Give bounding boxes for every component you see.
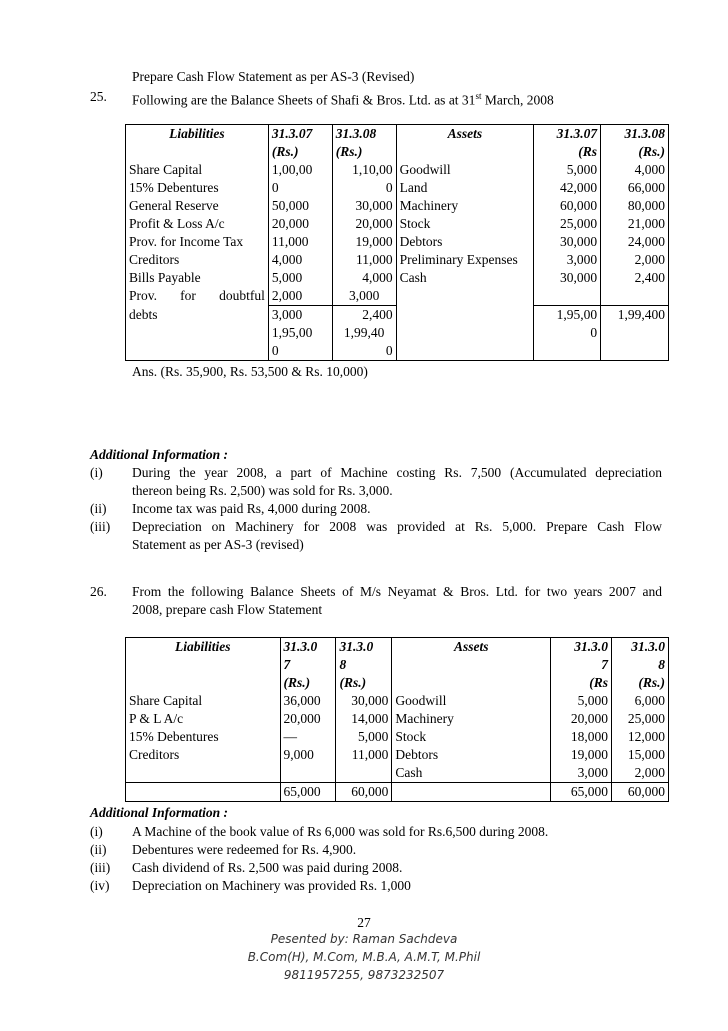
table-cell: Stock xyxy=(392,728,551,746)
item-text: A Machine of the book value of Rs 6,000 was sold for Rs.6,500 during 2008. xyxy=(132,824,549,839)
table-cell: 21,000 xyxy=(601,215,669,233)
table-cell: 1,99,400 xyxy=(601,306,669,325)
table-cell xyxy=(396,306,534,325)
table-cell: 1,95,00 xyxy=(268,324,332,342)
year-header: 31.3.07 (Rs xyxy=(534,125,601,162)
table-cell: 4,000 xyxy=(268,251,332,269)
table-row xyxy=(126,287,669,306)
table-cell: 19,000 xyxy=(332,233,396,251)
item-number: (iv) xyxy=(90,878,110,893)
table-header-row xyxy=(126,125,669,162)
table-cell xyxy=(126,783,281,802)
item-text: During the year 2008, a part of Machine costing Rs. 7,500 (Accumulated depreciation xyxy=(132,465,662,480)
table-cell: Cash xyxy=(392,764,551,783)
table-cell: Goodwill xyxy=(392,692,551,710)
table-cell xyxy=(601,342,669,361)
balance-sheet-table-26 xyxy=(125,637,669,802)
table-cell: Prov. for doubtful xyxy=(126,287,269,306)
table-cell: Goodwill xyxy=(396,161,534,179)
table-cell: 11,000 xyxy=(268,233,332,251)
table-cell: 3,000 xyxy=(268,306,332,325)
item-text: Cash dividend of Rs. 2,500 was paid during 2008. xyxy=(132,860,403,875)
table-cell: 1,95,00 xyxy=(534,306,601,325)
question-26-text-line1: From the following Balance Sheets of M/s Neyamat & Bros. Ltd. for two years 2007 and xyxy=(132,584,662,599)
table-cell: 5,000 xyxy=(268,269,332,287)
table-cell: 65,000 xyxy=(551,783,612,802)
item-number: (ii) xyxy=(90,501,107,516)
table-cell xyxy=(601,287,669,306)
footer-line2: B.Com(H), M.Com, M.B.A, A.M.T, M.Phil xyxy=(247,950,481,964)
table-cell: 3,000 xyxy=(332,287,396,306)
year-header: 31.3.08 (Rs.) xyxy=(332,125,396,162)
table-cell: 25,000 xyxy=(534,215,601,233)
table-cell: 65,000 xyxy=(280,783,336,802)
table-cell: 2,400 xyxy=(332,306,396,325)
table-cell: 11,000 xyxy=(332,251,396,269)
table-cell xyxy=(280,764,336,783)
table-cell: 60,000 xyxy=(336,783,392,802)
table-cell xyxy=(601,324,669,342)
table-cell xyxy=(126,324,269,342)
assets-header: Assets xyxy=(392,638,551,693)
table-cell: 15% Debentures xyxy=(126,728,281,746)
table-cell: 25,000 xyxy=(612,710,669,728)
table-row xyxy=(126,161,669,179)
table-cell: 20,000 xyxy=(268,215,332,233)
table-header-row xyxy=(126,638,669,693)
table-cell: 3,000 xyxy=(551,764,612,783)
table-cell: 30,000 xyxy=(534,233,601,251)
table-row xyxy=(126,197,669,215)
footer-line3: 9811957255, 9873232507 xyxy=(283,968,445,982)
question-26-number: 26. xyxy=(90,584,107,599)
table-cell: 0 xyxy=(332,179,396,197)
answer-25: Ans. (Rs. 35,900, Rs. 53,500 & Rs. 10,000) xyxy=(132,364,368,379)
table-cell: 18,000 xyxy=(551,728,612,746)
table-cell: Land xyxy=(396,179,534,197)
table-cell: 36,000 xyxy=(280,692,336,710)
table-row xyxy=(126,233,669,251)
table-cell: 30,000 xyxy=(332,197,396,215)
table-row xyxy=(126,342,669,361)
table-cell: 6,000 xyxy=(612,692,669,710)
item-text: Depreciation on Machinery for 2008 was provided at Rs. 5,000. Prepare Cash Flow xyxy=(132,519,662,534)
question-26-text-line2: 2008, prepare cash Flow Statement xyxy=(132,602,323,617)
table-cell: General Reserve xyxy=(126,197,269,215)
item-number: (iii) xyxy=(90,519,111,534)
table-cell: 15% Debentures xyxy=(126,179,269,197)
table-cell: 5,000 xyxy=(551,692,612,710)
table-cell: 4,000 xyxy=(332,269,396,287)
table-cell xyxy=(392,783,551,802)
table-cell: 2,000 xyxy=(612,764,669,783)
table-cell: 14,000 xyxy=(336,710,392,728)
year-header: 31.3.07 (Rs.) xyxy=(268,125,332,162)
table-cell: 15,000 xyxy=(612,746,669,764)
table-cell xyxy=(396,324,534,342)
additional-info-title: Additional Information : xyxy=(90,805,229,820)
table-cell xyxy=(534,342,601,361)
table-cell: P & L A/c xyxy=(126,710,281,728)
item-text: Income tax was paid Rs, 4,000 during 2008. xyxy=(132,501,371,516)
table-row xyxy=(126,692,669,710)
table-cell: 80,000 xyxy=(601,197,669,215)
year-header: 31.3.0 8 (Rs.) xyxy=(612,638,669,693)
table-row xyxy=(126,215,669,233)
table-row xyxy=(126,764,669,783)
table-cell: 0 xyxy=(268,179,332,197)
table-cell: 60,000 xyxy=(534,197,601,215)
table-cell xyxy=(534,287,601,306)
table-row xyxy=(126,728,669,746)
table-cell: 20,000 xyxy=(332,215,396,233)
assets-header: Assets xyxy=(396,125,534,162)
item-number: (ii) xyxy=(90,842,107,857)
table-cell: 0 xyxy=(268,342,332,361)
item-text: thereon being Rs. 2,500) was sold for Rs. 3,000. xyxy=(132,483,393,498)
liabilities-header: Liabilities xyxy=(126,638,281,693)
year-header: 31.3.0 8 (Rs.) xyxy=(336,638,392,693)
table-cell: 20,000 xyxy=(551,710,612,728)
intro-text: Prepare Cash Flow Statement as per AS-3 (Revised) xyxy=(132,69,415,84)
table-cell: Share Capital xyxy=(126,692,281,710)
item-text: Statement as per AS-3 (revised) xyxy=(132,537,304,552)
table-cell: Bills Payable xyxy=(126,269,269,287)
table-cell: 60,000 xyxy=(612,783,669,802)
item-text: Depreciation on Machinery was provided Rs. 1,000 xyxy=(132,878,411,893)
balance-sheet-table-25 xyxy=(125,124,669,361)
table-cell: 3,000 xyxy=(534,251,601,269)
table-cell: Share Capital xyxy=(126,161,269,179)
page-number: 27 xyxy=(357,915,371,930)
table-row xyxy=(126,746,669,764)
table-cell: Debtors xyxy=(396,233,534,251)
table-cell: Profit & Loss A/c xyxy=(126,215,269,233)
table-cell: 1,10,00 xyxy=(332,161,396,179)
table-cell: 2,400 xyxy=(601,269,669,287)
question-25-text: Following are the Balance Sheets of Shafi & Bros. Ltd. as at 31st March, 2008 xyxy=(132,91,554,108)
table-cell: 5,000 xyxy=(534,161,601,179)
table-cell xyxy=(396,287,534,306)
table-cell xyxy=(336,764,392,783)
table-cell: 24,000 xyxy=(601,233,669,251)
table-cell: 2,000 xyxy=(268,287,332,306)
table-cell: Cash xyxy=(396,269,534,287)
item-text: Debentures were redeemed for Rs. 4,900. xyxy=(132,842,357,857)
table-row xyxy=(126,269,669,287)
table-cell: 30,000 xyxy=(534,269,601,287)
table-cell: 50,000 xyxy=(268,197,332,215)
table-cell: 0 xyxy=(534,324,601,342)
table-cell: Machinery xyxy=(392,710,551,728)
table-cell: — xyxy=(280,728,336,746)
year-header: 31.3.08 (Rs.) xyxy=(601,125,669,162)
year-header: 31.3.0 7 (Rs xyxy=(551,638,612,693)
table-cell: Machinery xyxy=(396,197,534,215)
table-cell: 19,000 xyxy=(551,746,612,764)
table-cell: 4,000 xyxy=(601,161,669,179)
totals-row xyxy=(126,783,669,802)
table-cell: Stock xyxy=(396,215,534,233)
table-cell: debts xyxy=(126,306,269,325)
table-cell: 66,000 xyxy=(601,179,669,197)
table-cell: 42,000 xyxy=(534,179,601,197)
table-cell: Debtors xyxy=(392,746,551,764)
footer-line1: Pesented by: Raman Sachdeva xyxy=(270,932,458,946)
item-number: (iii) xyxy=(90,860,111,875)
table-cell: Creditors xyxy=(126,251,269,269)
table-cell: 1,00,00 xyxy=(268,161,332,179)
table-cell xyxy=(126,342,269,361)
table-cell: Creditors xyxy=(126,746,281,764)
table-row xyxy=(126,710,669,728)
table-cell: 11,000 xyxy=(336,746,392,764)
table-cell: Preliminary Expenses xyxy=(396,251,534,269)
table-cell: 20,000 xyxy=(280,710,336,728)
liabilities-header: Liabilities xyxy=(126,125,269,162)
year-header: 31.3.0 7 (Rs.) xyxy=(280,638,336,693)
additional-info-title: Additional Information : xyxy=(90,447,229,462)
item-number: (i) xyxy=(90,465,103,480)
table-cell: 12,000 xyxy=(612,728,669,746)
table-row xyxy=(126,324,669,342)
table-cell: 1,99,40 xyxy=(332,324,396,342)
table-cell: 5,000 xyxy=(336,728,392,746)
table-cell: 0 xyxy=(332,342,396,361)
table-cell xyxy=(126,764,281,783)
table-cell xyxy=(396,342,534,361)
item-number: (i) xyxy=(90,824,103,839)
table-cell: 30,000 xyxy=(336,692,392,710)
question-25-number: 25. xyxy=(90,89,107,104)
table-row xyxy=(126,251,669,269)
table-row xyxy=(126,306,669,325)
table-cell: 2,000 xyxy=(601,251,669,269)
table-cell: 9,000 xyxy=(280,746,336,764)
table-cell: Prov. for Income Tax xyxy=(126,233,269,251)
table-row xyxy=(126,179,669,197)
